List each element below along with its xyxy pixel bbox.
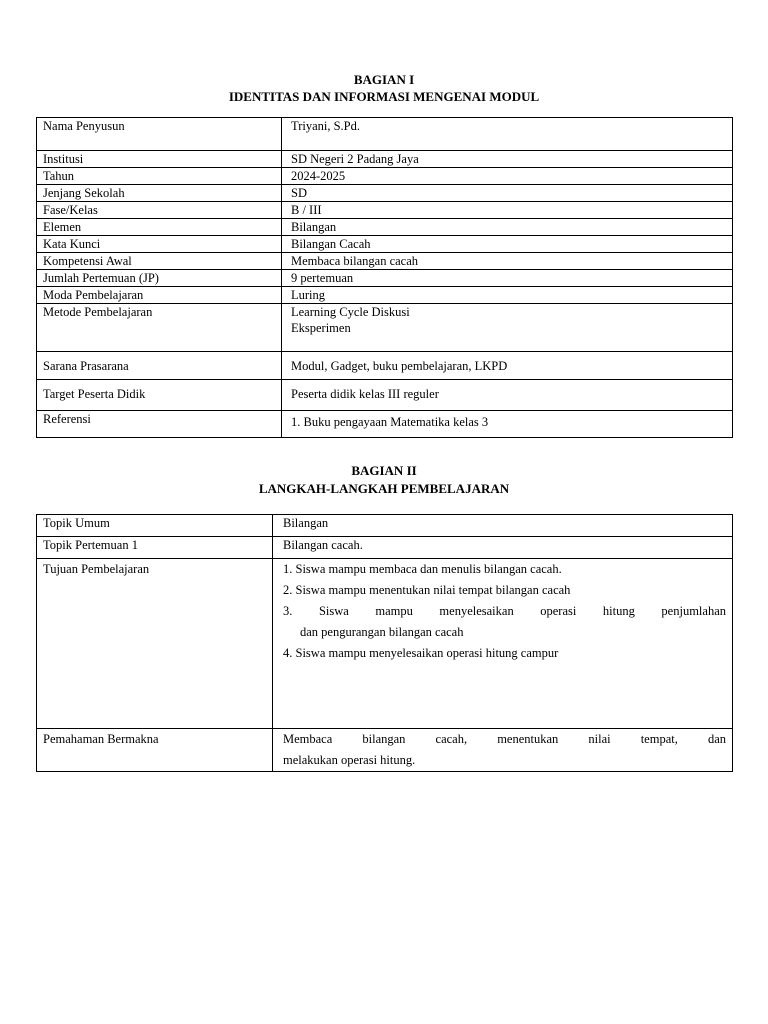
- table-row: [37, 380, 733, 411]
- row-label: Referensi: [37, 411, 282, 438]
- row-value: Modul, Gadget, buku pembelajaran, LKPD: [282, 352, 733, 380]
- row-label: Topik Umum: [37, 515, 273, 537]
- part2-subtitle: LANGKAH-LANGKAH PEMBELAJARAN: [258, 481, 510, 496]
- row-label: Kata Kunci: [37, 236, 282, 253]
- row-value: Bilangan: [282, 219, 733, 236]
- row-label: Jumlah Pertemuan (JP): [37, 270, 282, 287]
- row-label: Institusi: [37, 151, 282, 168]
- row-label: Nama Penyusun: [37, 118, 282, 151]
- row-value: Triyani, S.Pd.: [282, 118, 733, 151]
- objective-item: 2. Siswa mampu menentukan nilai tempat bilangan cacah: [283, 583, 571, 597]
- row-value: Bilangan Cacah: [282, 236, 733, 253]
- row-value: B / III: [282, 202, 733, 219]
- table-row: [37, 253, 733, 270]
- table-row: [37, 411, 733, 438]
- row-label: Jenjang Sekolah: [37, 185, 282, 202]
- row-label: Target Peserta Didik: [37, 380, 282, 411]
- meaningful-understanding-line-1: Membaca bilangan cacah, menentukan nilai tempat, dan: [283, 732, 726, 746]
- part1-subtitle: IDENTITAS DAN INFORMASI MENGENAI MODUL: [228, 89, 540, 104]
- table-row: [37, 559, 733, 729]
- part2-title: BAGIAN II: [351, 463, 417, 478]
- row-label: Sarana Prasarana: [37, 352, 282, 380]
- learning-steps-table: [36, 514, 733, 772]
- table-row: [37, 236, 733, 253]
- table-row: [37, 729, 733, 772]
- table-row: [37, 515, 733, 537]
- row-value: Bilangan: [273, 515, 733, 537]
- table-row: [37, 185, 733, 202]
- table-row: [37, 168, 733, 185]
- table-row: [37, 151, 733, 168]
- row-value: SD Negeri 2 Padang Jaya: [282, 151, 733, 168]
- table-row: [37, 219, 733, 236]
- objective-item: 1. Siswa mampu membaca dan menulis bilangan cacah.: [283, 562, 562, 576]
- row-label: Topik Pertemuan 1: [37, 537, 273, 559]
- row-label: Tahun: [37, 168, 282, 185]
- row-value: 2024-2025: [282, 168, 733, 185]
- table-row: [37, 202, 733, 219]
- objective-item-continuation: dan pengurangan bilangan cacah: [300, 625, 464, 639]
- row-value: 9 pertemuan: [282, 270, 733, 287]
- part1-title: BAGIAN I: [353, 72, 415, 87]
- row-label: Kompetensi Awal: [37, 253, 282, 270]
- meaningful-understanding-line-2: melakukan operasi hitung.: [283, 753, 416, 767]
- row-label: Metode Pembelajaran: [37, 304, 282, 352]
- row-value: Bilangan cacah.: [273, 537, 733, 559]
- objective-item: 4. Siswa mampu menyelesaikan operasi hitung campur: [283, 646, 559, 660]
- table-row: [37, 537, 733, 559]
- row-label: Tujuan Pembelajaran: [37, 559, 273, 729]
- row-value: SD: [282, 185, 733, 202]
- table-row: [37, 352, 733, 380]
- objectives-list: [273, 559, 733, 729]
- objective-item: 3. Siswa mampu menyelesaikan operasi hitung penjumlahan: [283, 604, 726, 618]
- table-row: [37, 287, 733, 304]
- module-identity-table: [36, 117, 733, 438]
- table-row: [37, 118, 733, 151]
- table-row: [37, 304, 733, 352]
- row-value: [273, 729, 733, 772]
- table-row: [37, 270, 733, 287]
- row-label: Fase/Kelas: [37, 202, 282, 219]
- row-label: Pemahaman Bermakna: [37, 729, 273, 772]
- row-label: Elemen: [37, 219, 282, 236]
- row-label: Moda Pembelajaran: [37, 287, 282, 304]
- method-line-2: Eksperimen: [291, 321, 351, 335]
- row-value: 1. Buku pengayaan Matematika kelas 3: [282, 411, 733, 438]
- row-value: [282, 304, 733, 352]
- row-value: Membaca bilangan cacah: [282, 253, 733, 270]
- row-value: Peserta didik kelas III reguler: [282, 380, 733, 411]
- row-value: Luring: [282, 287, 733, 304]
- method-line-1: Learning Cycle Diskusi: [291, 305, 410, 319]
